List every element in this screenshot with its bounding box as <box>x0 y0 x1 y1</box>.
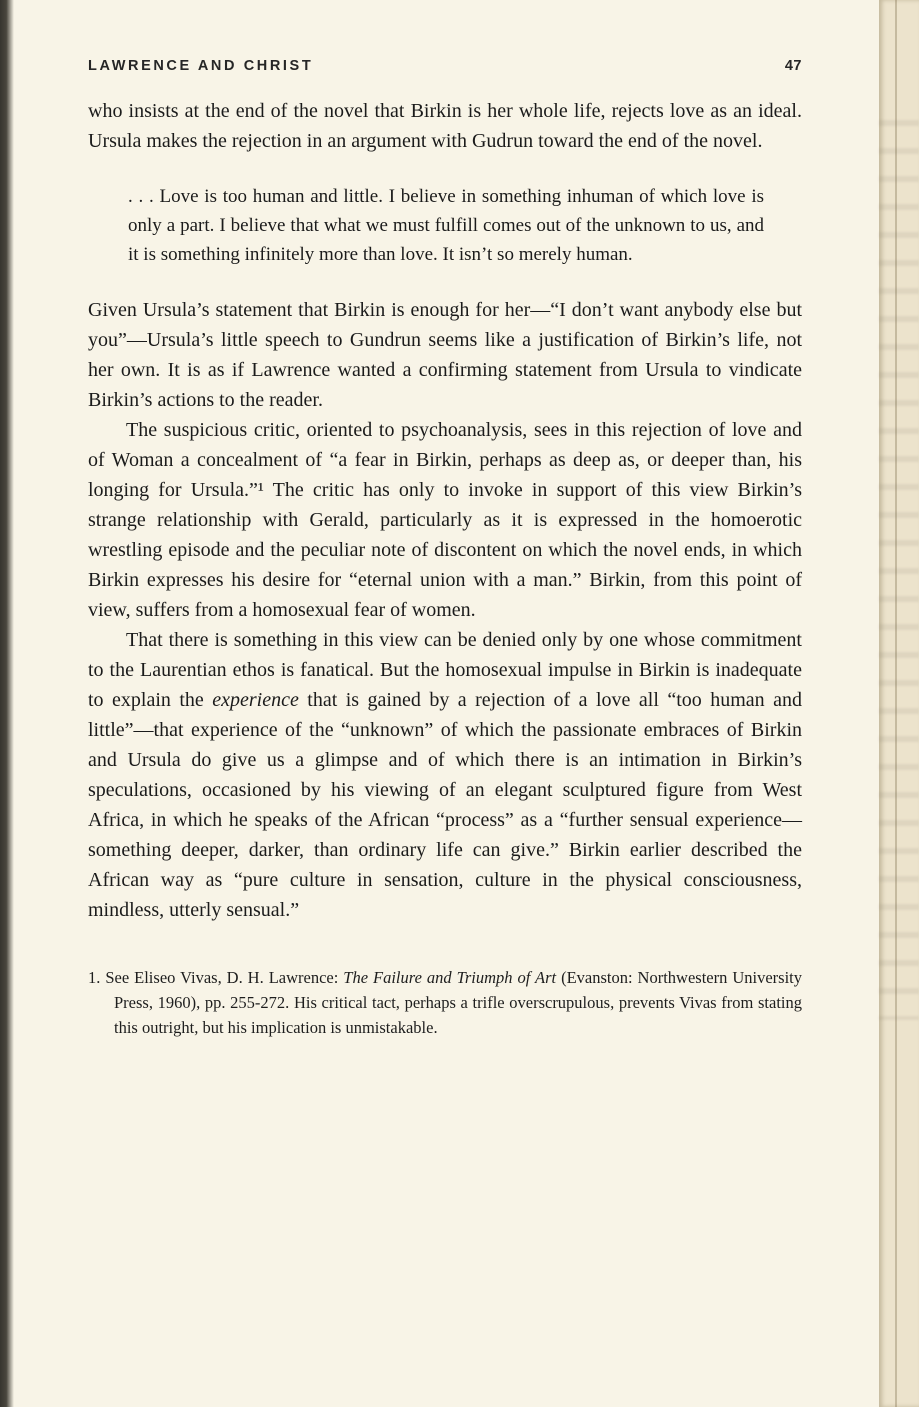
running-header <box>88 58 802 74</box>
paragraph <box>88 295 802 415</box>
page-content <box>88 0 802 1040</box>
text-run: Given Ursula’s statement that Birkin is enough for her—“I don’t want anybody else but you”—Ursula’s little speech to Gundrun seems like a justification of Birkin’s life, not her own. It is as if Lawrence wanted a confirming statement from Ursula to vindicate Birkin’s actions to the reader. <box>88 299 802 411</box>
text-run: . . . Love is too human and little. I believe in something inhuman of which love is only a part. I believe that what we must fulfill comes out of the unknown to us, and it is something infinitely more than love. It isn’t so merely human. <box>128 186 764 265</box>
page-number: 47 <box>784 58 802 74</box>
text-run: 1. See Eliseo Vivas, D. H. Lawrence: <box>88 968 344 987</box>
scan-right-band <box>879 0 919 1407</box>
footnote <box>88 965 802 1040</box>
text-run: The suspicious critic, oriented to psychoanalysis, sees in this rejection of love and of Woman a concealment of “a fear in Birkin, perhaps as deep as, or deeper than, his longing for Ursula.”¹ The critic has only to invoke in support of this view Birkin’s strange relationship with Gerald, particularly as it is expressed in the homoerotic wrestling episode and the peculiar note of discontent on which the novel ends, in which Birkin expresses his desire for “eternal union with a man.” Birkin, from this point of view, suffers from a homosexual fear of women. <box>88 419 802 621</box>
paragraph <box>88 415 802 625</box>
scan-left-shadow <box>0 0 14 1407</box>
text-run: that is gained by a rejection of a love all “too human and little”—that experience of the “unknown” of which the passionate embraces of Birkin and Ursula do give us a glimpse and of which there is an intimation in Birkin’s speculations, occasioned by his viewing of an elegant sculptured figure from West Africa, in which he speaks of the African “process” as a “further sensual experience—something deeper, darker, than ordinary life can give.” Birkin earlier described the African way as “pure culture in sensation, culture in the physical consciousness, mindless, utterly sensual.” <box>88 689 802 921</box>
block-quote <box>128 182 764 269</box>
text-run: That there is something in this view can be denied only by one whose commitment to the Laurentian ethos is fanatical. But the homosexual impulse in Birkin is inadequate to explain the <box>88 629 802 711</box>
italic-text: experience <box>212 689 299 711</box>
text-run: (Evanston: Northwestern University Press, 1960), pp. 255-272. His critical tact, perhaps a trifle overscrupulous, prevents Vivas from stating this outright, but his implication is unmistakable. <box>114 968 802 1037</box>
paragraph <box>88 625 802 925</box>
page-body <box>88 96 802 925</box>
italic-text: The Failure and Triumph of Art <box>343 968 557 987</box>
text-run: who insists at the end of the novel that Birkin is her whole life, rejects love as an ideal. Ursula makes the rejection in an argument with Gudrun toward the end of the novel. <box>88 100 802 152</box>
footnote-text <box>88 965 802 1040</box>
running-header-title: LAWRENCE AND CHRIST <box>88 58 314 74</box>
paragraph <box>88 96 802 156</box>
